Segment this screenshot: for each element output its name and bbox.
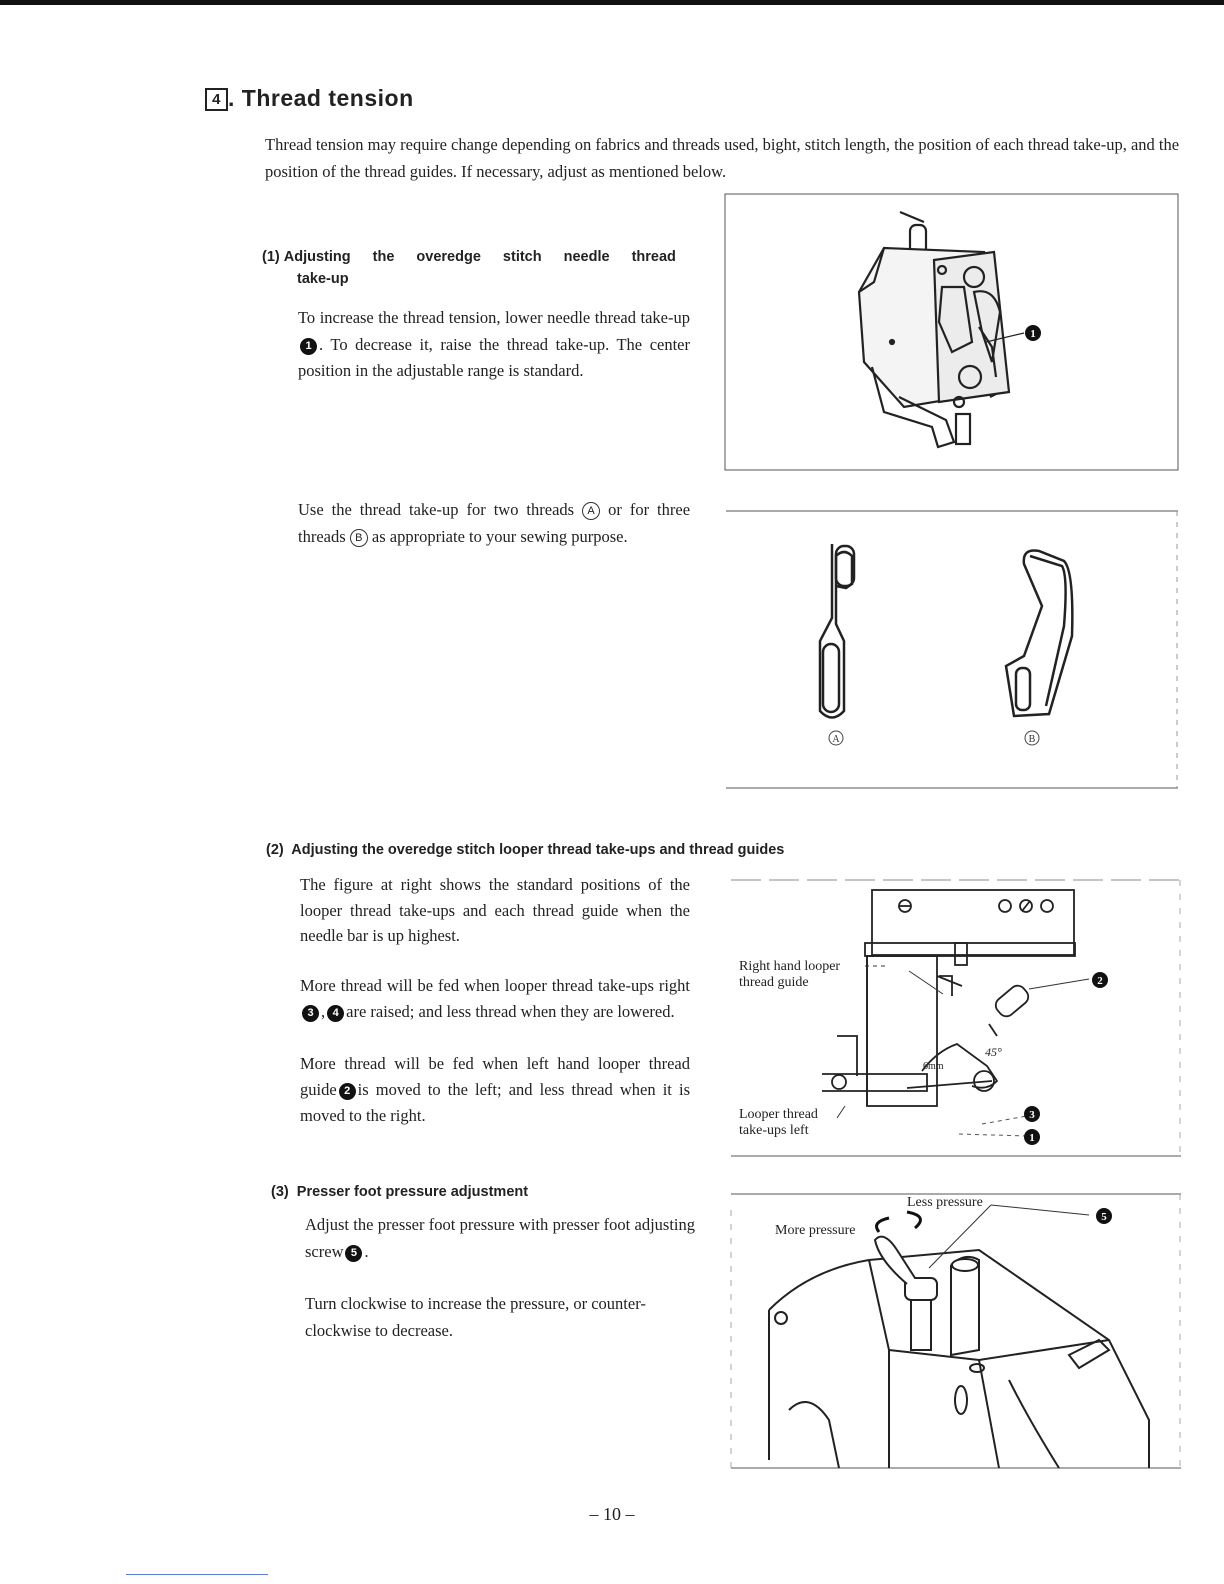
scan-bottom-mark — [126, 1574, 268, 1575]
callout-3-label: 3 — [1029, 1109, 1035, 1121]
callout-badge-3: 3 — [302, 1005, 319, 1022]
item1-paragraph-1: To increase the thread tension, lower needle thread take-up1 . To decrease it, raise the thread take-up. The center position in the adjustable range is standard. — [298, 308, 690, 380]
take-up-mechanism-drawing — [859, 212, 1009, 447]
circled-letter-b: B — [350, 529, 368, 547]
callout-badge-5: 5 — [345, 1245, 362, 1262]
section-title-text: Thread tension — [241, 85, 414, 111]
right-looper-label-line1: Right hand looper — [739, 959, 841, 974]
looper-take-ups-label-line1: Looper thread — [739, 1107, 818, 1122]
item2-paragraph-2: More thread will be fed when looper thread take-ups right3 , 4 are raised; and less thread when they are lowered. — [300, 976, 690, 1021]
circled-letter-a: A — [582, 502, 600, 520]
item2-heading: (2) Adjusting the overedge stitch looper thread take-ups and thread guides — [266, 842, 785, 858]
item1-paragraph-2: Use the thread take-up for two threads A or for three threads B as appropriate to your sewing purpose. — [298, 500, 691, 546]
needle-take-up-figure — [724, 192, 1180, 474]
take-up-a-drawing — [820, 544, 854, 718]
section-number-box: 4 — [205, 88, 228, 111]
item3-paragraph-2: Turn clockwise to increase the pressure, or counter-clockwise to decrease. — [305, 1294, 646, 1340]
callout-2-label: 2 — [1097, 975, 1103, 987]
callout-5-label: 5 — [1101, 1211, 1107, 1223]
looper-take-ups-label-line2: take-ups left — [739, 1123, 809, 1138]
intro-paragraph: Thread tension may require change depending on fabrics and threads used, bight, stitch length, the position of each thread take-up, and the position of the thread guides. If necessary, adjust as mentioned below. — [265, 135, 1180, 181]
looper-mechanism-drawing — [822, 890, 1075, 1106]
take-up-b-drawing — [1006, 551, 1072, 716]
item3-heading: (3) Presser foot pressure adjustment — [271, 1184, 529, 1200]
scan-top-border — [0, 0, 1224, 5]
take-up-types-figure — [724, 506, 1180, 791]
label-b: B — [1028, 734, 1036, 745]
page-number: – 10 – — [589, 1504, 635, 1524]
less-pressure-label: Less pressure — [907, 1195, 983, 1210]
label-a: A — [832, 734, 840, 745]
right-looper-label-line2: thread guide — [739, 975, 809, 990]
item2-paragraph-1: The figure at right shows the standard positions of the looper thread take-ups and each thread guide when the needle bar is up highest. — [300, 875, 690, 945]
callout-1-label: 1 — [1030, 328, 1036, 340]
more-pressure-label: More pressure — [775, 1223, 856, 1238]
callout-1b-label: 1 — [1029, 1132, 1035, 1144]
section-title: 4 . Thread tension — [205, 85, 414, 112]
callout-badge-2: 2 — [339, 1083, 356, 1100]
item2-paragraph-3: More thread will be fed when left hand looper thread guide 2 is moved to the left; and less thread when it is moved to the right. — [300, 1054, 690, 1125]
item1-heading: (1) Adjusting the overedge stitch needle thread take-up — [262, 249, 676, 287]
callout-badge: 1 — [300, 338, 317, 355]
looper-take-ups-figure — [727, 876, 1183, 1160]
more-pressure-arrow — [877, 1218, 889, 1232]
item3-paragraph-1: Adjust the presser foot pressure with presser foot adjusting screw 5 . — [305, 1215, 695, 1261]
callout-badge-4: 4 — [327, 1005, 344, 1022]
less-pressure-arrow — [907, 1212, 920, 1228]
machine-body-drawing — [769, 1237, 1149, 1468]
angle-label: 45° — [985, 1045, 1002, 1059]
dimension-label: 6mm — [923, 1061, 944, 1072]
presser-foot-figure — [729, 1190, 1183, 1472]
